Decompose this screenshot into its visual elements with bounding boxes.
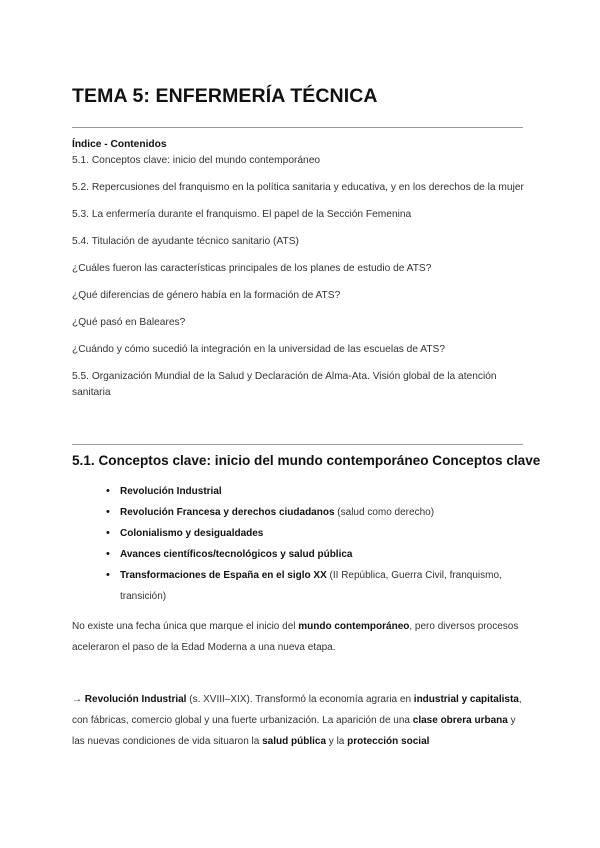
body-paragraph bbox=[72, 689, 530, 752]
bold-term: Revolución Industrial bbox=[84, 694, 187, 705]
divider bbox=[72, 127, 523, 128]
item-detail: (salud como derecho) bbox=[334, 507, 435, 518]
toc-item: ¿Qué diferencias de género había en la formación de ATS? bbox=[72, 290, 341, 301]
text-run: No existe una fecha única que marque el inicio del bbox=[72, 621, 299, 632]
text-run: , pero diversos procesos aceleraron el paso de la Edad Moderna a una nueva etapa. bbox=[72, 621, 519, 653]
item-detail: (II República, Guerra Civil, franquismo, transición) bbox=[120, 570, 502, 602]
bold-term: Avances científicos/tecnológicos y salud pública bbox=[120, 549, 353, 560]
list-item bbox=[106, 481, 526, 502]
bold-term: industrial y capitalista bbox=[413, 694, 519, 705]
bold-term: Colonialismo y desigualdades bbox=[120, 528, 264, 539]
list-item bbox=[106, 502, 526, 523]
key-concepts-list bbox=[106, 481, 526, 607]
bold-term: mundo contemporáneo bbox=[298, 621, 410, 632]
toc-item: ¿Qué pasó en Baleares? bbox=[72, 317, 186, 328]
toc-item: 5.2. Repercusiones del franquismo en la política sanitaria y educativa, y en los derechos de la mujer bbox=[72, 182, 524, 193]
divider bbox=[72, 444, 523, 445]
section-heading: 5.1. Conceptos clave: inicio del mundo contemporáneo Conceptos clave bbox=[72, 453, 541, 468]
bold-term: Revolución Francesa y derechos ciudadanos bbox=[120, 507, 335, 518]
bold-term: Transformaciones de España en el siglo XX bbox=[120, 570, 327, 581]
toc-item: ¿Cuándo y cómo sucedió la integración en la universidad de las escuelas de ATS? bbox=[72, 344, 446, 355]
toc-item: ¿Cuáles fueron las características principales de los planes de estudio de ATS? bbox=[72, 263, 432, 274]
arrow-marker: → bbox=[72, 694, 85, 705]
toc-item: 5.3. La enfermería durante el franquismo. El papel de la Sección Femenina bbox=[72, 209, 412, 220]
text-run: (s. XVIII–XIX). Transformó la economía agraria en bbox=[186, 694, 414, 705]
text-run: y las nuevas condiciones de vida situaron la bbox=[72, 715, 516, 747]
text-run: y la bbox=[326, 736, 348, 747]
table-of-contents bbox=[72, 137, 532, 401]
text-run: , con fábricas, comercio global y una fuerte urbanización. La aparición de una bbox=[72, 694, 522, 726]
toc-item: 5.5. Organización Mundial de la Salud y Declaración de Alma-Ata. Visión global de la atención sanitaria bbox=[72, 371, 497, 398]
list-item bbox=[106, 544, 526, 565]
toc-item: 5.4. Titulación de ayudante técnico sanitario (ATS) bbox=[72, 236, 299, 247]
document-title: TEMA 5: ENFERMERÍA TÉCNICA bbox=[72, 85, 378, 107]
toc-item: 5.1. Conceptos clave: inicio del mundo contemporáneo bbox=[72, 155, 321, 166]
toc-heading: Índice - Contenidos bbox=[72, 139, 167, 150]
bold-term: protección social bbox=[347, 736, 430, 747]
body-paragraph bbox=[72, 616, 530, 658]
list-item bbox=[106, 565, 526, 607]
bold-term: Revolución Industrial bbox=[120, 486, 222, 497]
bold-term: clase obrera urbana bbox=[412, 715, 508, 726]
list-item bbox=[106, 523, 526, 544]
bold-term: salud pública bbox=[262, 736, 327, 747]
